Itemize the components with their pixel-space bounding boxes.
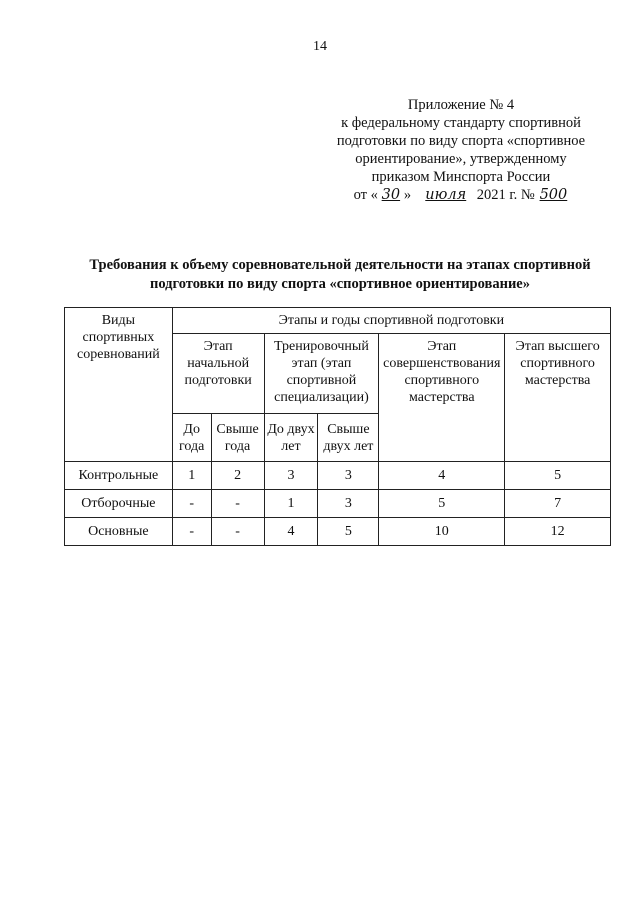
stage-line: Тренировочный <box>274 339 369 354</box>
table-cell: 2 <box>211 462 264 490</box>
table-cell: - <box>172 518 211 546</box>
document-title <box>40 256 640 294</box>
stage-header-improvement <box>379 334 505 462</box>
stage-line: этап (этап <box>291 356 352 371</box>
appendix-line: ориентирование», утвержденному <box>355 151 567 167</box>
table-cell: 5 <box>505 462 611 490</box>
year-line: года <box>224 438 251 454</box>
row-label: Основные <box>65 518 173 546</box>
table-cell: 4 <box>379 462 505 490</box>
table-cell: 3 <box>264 462 318 490</box>
table-cell: - <box>211 518 264 546</box>
table-row <box>65 490 611 518</box>
handwritten-month: июля <box>425 187 467 203</box>
year-line: Свыше <box>327 421 370 437</box>
year-line: До двух <box>267 421 315 437</box>
table-cell: 10 <box>379 518 505 546</box>
stage-header-highest <box>505 334 611 462</box>
table-cell: - <box>172 490 211 518</box>
table-cell: 3 <box>318 490 379 518</box>
date-year: 2021 г. № <box>476 187 535 203</box>
page-number: 14 <box>313 39 327 54</box>
year-line: лет <box>281 438 301 454</box>
year-line: До <box>183 421 200 437</box>
stage-line: спортивной <box>286 373 357 388</box>
row-label: Отборочные <box>65 490 173 518</box>
table-cell: 12 <box>505 518 611 546</box>
stage-header-training <box>264 334 379 414</box>
title-line: подготовки по виду спорта «спортивное ориентирование» <box>149 276 530 292</box>
stage-line: Этап <box>203 339 233 354</box>
date-prefix: от « <box>353 187 378 203</box>
corner-header-line: соревнований <box>77 347 160 362</box>
stage-header-initial <box>172 334 264 414</box>
stage-line: Этап <box>427 339 457 354</box>
stage-line: специализации) <box>274 390 369 405</box>
appendix-line: подготовки по виду спорта «спортивное <box>336 133 586 149</box>
appendix-line: к федеральному стандарту спортивной <box>341 115 581 131</box>
table-cell: - <box>211 490 264 518</box>
stage-line: совершенствования <box>383 356 501 371</box>
year-line: двух лет <box>323 438 374 454</box>
table-row <box>65 462 611 490</box>
year-header <box>318 414 379 462</box>
handwritten-order-number: 500 <box>539 187 568 203</box>
stage-line: спортивного <box>404 373 480 388</box>
table-cell: 4 <box>264 518 318 546</box>
corner-header-line: Виды <box>101 313 136 328</box>
corner-header-line: спортивных <box>82 330 155 345</box>
table-cell: 1 <box>172 462 211 490</box>
table-cell: 7 <box>505 490 611 518</box>
stage-line: спортивного <box>520 356 595 371</box>
year-line: Свыше <box>216 421 259 437</box>
stage-line: Этап высшего <box>515 339 600 354</box>
stage-line: подготовки <box>184 373 252 388</box>
stage-line: начальной <box>187 356 250 371</box>
row-label: Контрольные <box>65 462 173 490</box>
year-header <box>264 414 318 462</box>
year-header <box>172 414 211 462</box>
handwritten-day: 30 <box>381 187 401 203</box>
table-cell: 5 <box>379 490 505 518</box>
year-header <box>211 414 264 462</box>
table-cell: 5 <box>318 518 379 546</box>
title-line: Требования к объему соревновательной деятельности на этапах спортивной <box>89 257 591 273</box>
stage-line: мастерства <box>524 373 591 388</box>
table-cell: 1 <box>264 490 318 518</box>
date-mid: » <box>403 187 412 203</box>
order-date-line <box>330 186 592 204</box>
table-row <box>65 518 611 546</box>
year-line: года <box>179 438 205 454</box>
appendix-line: Приложение № 4 <box>407 97 515 113</box>
table-cell: 3 <box>318 462 379 490</box>
corner-header <box>65 308 173 462</box>
requirements-table <box>64 307 611 546</box>
appendix-caption <box>330 96 592 204</box>
appendix-line: приказом Минспорта России <box>371 169 551 185</box>
stage-line: мастерства <box>409 390 475 405</box>
group-header: Этапы и годы спортивной подготовки <box>172 308 610 334</box>
